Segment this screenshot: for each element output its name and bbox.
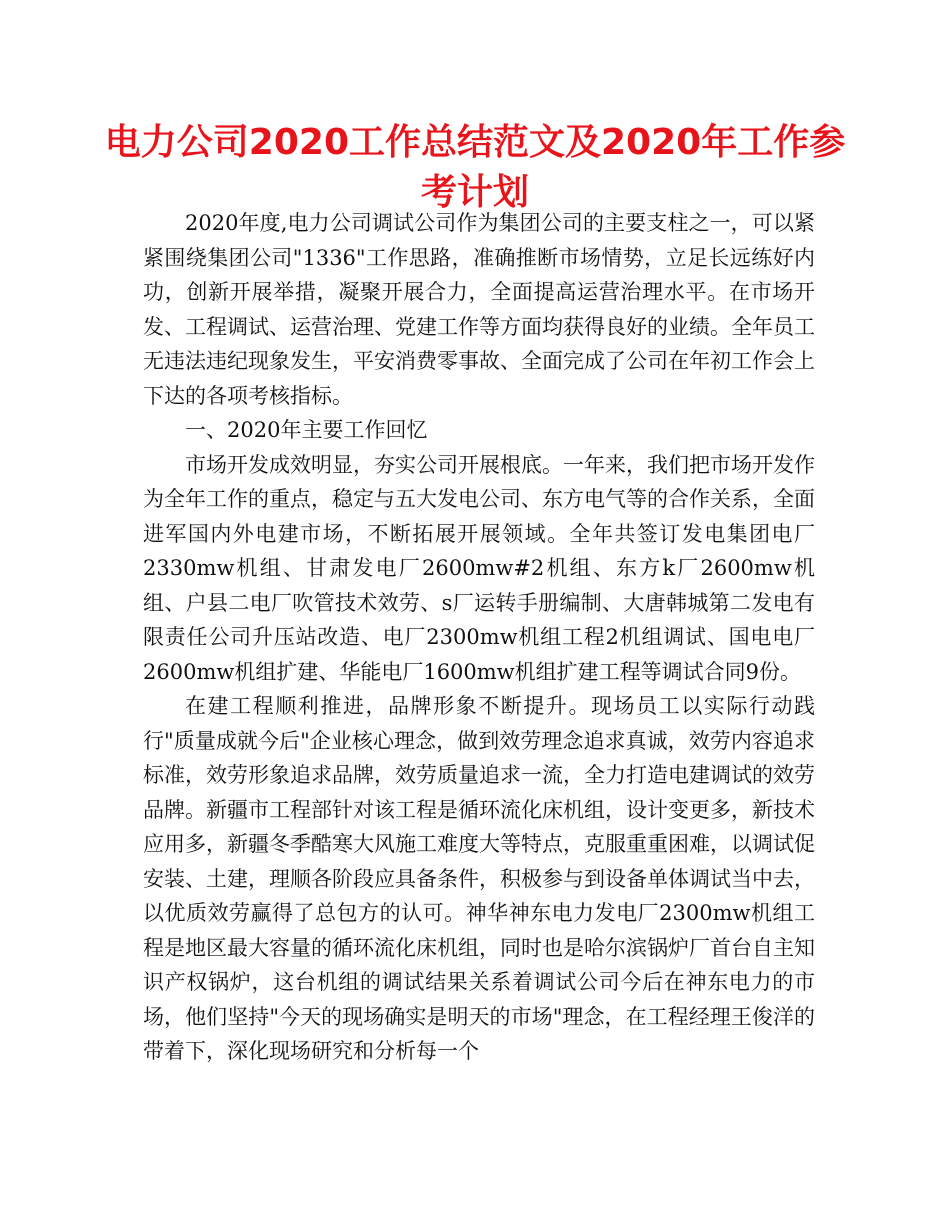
paragraph-intro: 2020年度,电力公司调试公司作为集团公司的主要支柱之一，可以紧紧围绕集团公司"1336"工作思路，准确推断市场情势，立足长远练好内功，创新开展举措，凝聚开展合力，全面提高运营治理水平。在市场开发、工程调试、运营治理、党建工作等方面均获得良好的业绩。全年员工无违法违纪现象发生，平安消费零事故、全面完成了公司在年初工作会上下达的各项考核指标。 (143, 211, 815, 408)
paragraph-market-development: 市场开发成效明显，夯实公司开展根底。一年来，我们把市场开发作为全年工作的重点，稳定与五大发电公司、东方电气等的合作关系，全面进军国内外电建市场，不断拓展开展领域。全年共签订发电集团电厂2330mw机组、甘肃发电厂2600mw#2机组、东方k厂2600mw机组、户县二电厂吹管技术效劳、s厂运转手册编制、大唐韩城第二发电有限责任公司升压站改造、电厂2300mw机组工程2机组调试、国电电厂2600mw机组扩建、华能电厂1600mw机组扩建工程等调试合同9份。 (143, 452, 815, 684)
section-heading: 一、2020年主要工作回忆 (185, 418, 428, 442)
document-title: 电力公司2020工作总结范文及2020年工作参考计划 (104, 122, 846, 213)
paragraph-project-progress: 在建工程顺利推进，品牌形象不断提升。现场员工以实际行动践行"质量成就今后"企业核心理念，做到效劳理念追求真诚，效劳内容追求标准，效劳形象追求品牌，效劳质量追求一流，全力打造电建调试的效劳品牌。新疆市工程部针对该工程是循环流化床机组，设计变更多，新技术应用多，新疆冬季酷寒大风施工难度大等特点，克服重重困难，以调试促安装、土建，理顺各阶段应具备条件，积极参与到设备单体调试当中去，以优质效劳赢得了总包方的认可。神华神东电力发电厂2300mw机组工程是地区最大容量的循环流化床机组，同时也是哈尔滨锅炉厂首台自主知识产权锅炉，这台机组的调试结果关系着调试公司今后在神东电力的市场，他们坚持"今天的现场确实是明天的市场"理念，在工程经理王俊洋的带着下，深化现场研究和分析每一个 (143, 694, 815, 1063)
document-body (143, 206, 815, 1069)
